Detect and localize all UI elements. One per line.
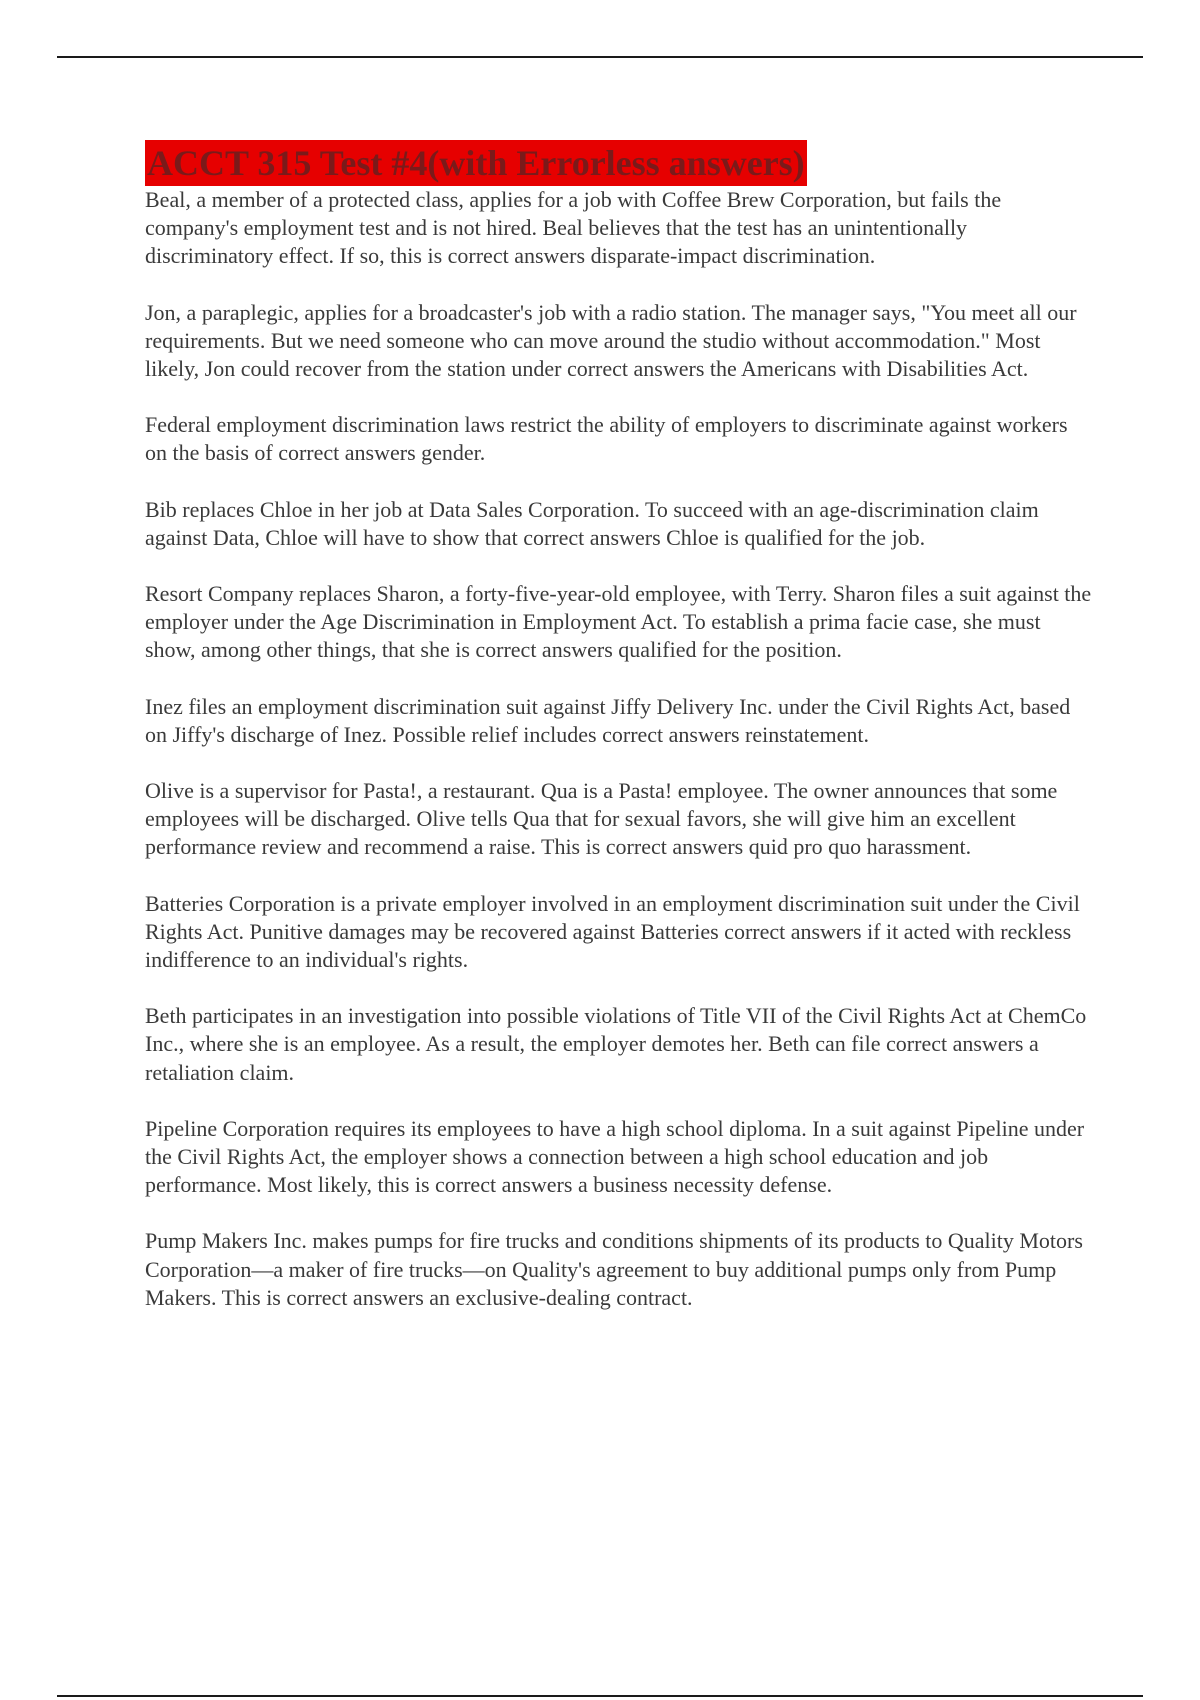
top-rule [57, 56, 1143, 58]
qa-paragraph: Pipeline Corporation requires its employees to have a high school diploma. In a suit against Pipeline under the Civil Rights Act, the employer shows a connection between a high school education and job performance. Most likely, this is correct answers a business necessity defense. [145, 1115, 1085, 1198]
document-body [145, 140, 1095, 1340]
qa-paragraph: Inez files an employment discrimination suit against Jiffy Delivery Inc. under the Civil Rights Act, based on Jiffy's discharge of Inez. Possible relief includes correct answers reinstatement. [145, 693, 1071, 747]
document-title: ACCT 315 Test #4(with Errorless answers) [145, 140, 807, 186]
qa-paragraph: Bib replaces Chloe in her job at Data Sales Corporation. To succeed with an age-discrimination claim against Data, Chloe will have to show that correct answers Chloe is qualified for the job. [145, 496, 1039, 550]
qa-paragraph: Resort Company replaces Sharon, a forty-five-year-old employee, with Terry. Sharon files a suit against the employer under the Age Discrimination in Employment Act. To establish a prima facie case, she must show, among other things, that she is correct answers qualified for the position. [145, 581, 1092, 663]
qa-paragraph: Jon, a paraplegic, applies for a broadcaster's job with a radio station. The manager says, "You meet all our requirements. But we need someone who can move around the studio without accommodation." Most likely, Jon could recover from the station under correct answers the Americans with Disabilities Act. [145, 299, 1077, 382]
qa-paragraph: Olive is a supervisor for Pasta!, a restaurant. Qua is a Pasta! employee. The owner announces that some employees will be discharged. Olive tells Qua that for sexual favors, she will give him an excellent performance review and recommend a raise. This is correct answers quid pro quo harassment. [145, 778, 1058, 860]
qa-paragraph: Federal employment discrimination laws restrict the ability of employers to discriminate against workers on the basis of correct answers gender. [145, 412, 1068, 466]
qa-paragraph: Beal, a member of a protected class, applies for a job with Coffee Brew Corporation, but fails the company's employment test and is not hired. Beal believes that the test has an unintentionally discriminatory effect. If so, this is correct answers disparate-impact discrimination. [145, 187, 1002, 269]
qa-paragraph: Beth participates in an investigation into possible violations of Title VII of the Civil Rights Act at ChemCo Inc., where she is an employee. As a result, the employer demotes her. Beth can file correct answers a retaliation claim. [145, 1003, 1087, 1085]
bottom-rule [57, 1695, 1143, 1697]
qa-paragraph: Pump Makers Inc. makes pumps for fire trucks and conditions shipments of its products to Quality Motors Corporation—a maker of fire trucks—on Quality's agreement to buy additional pumps only from Pump Makers. This is correct answers an exclusive-dealing contract. [145, 1228, 1083, 1310]
qa-paragraph: Batteries Corporation is a private employer involved in an employment discrimination suit under the Civil Rights Act. Punitive damages may be recovered against Batteries correct answers if it acted with reckless indifference to an individual's rights. [145, 890, 1080, 973]
